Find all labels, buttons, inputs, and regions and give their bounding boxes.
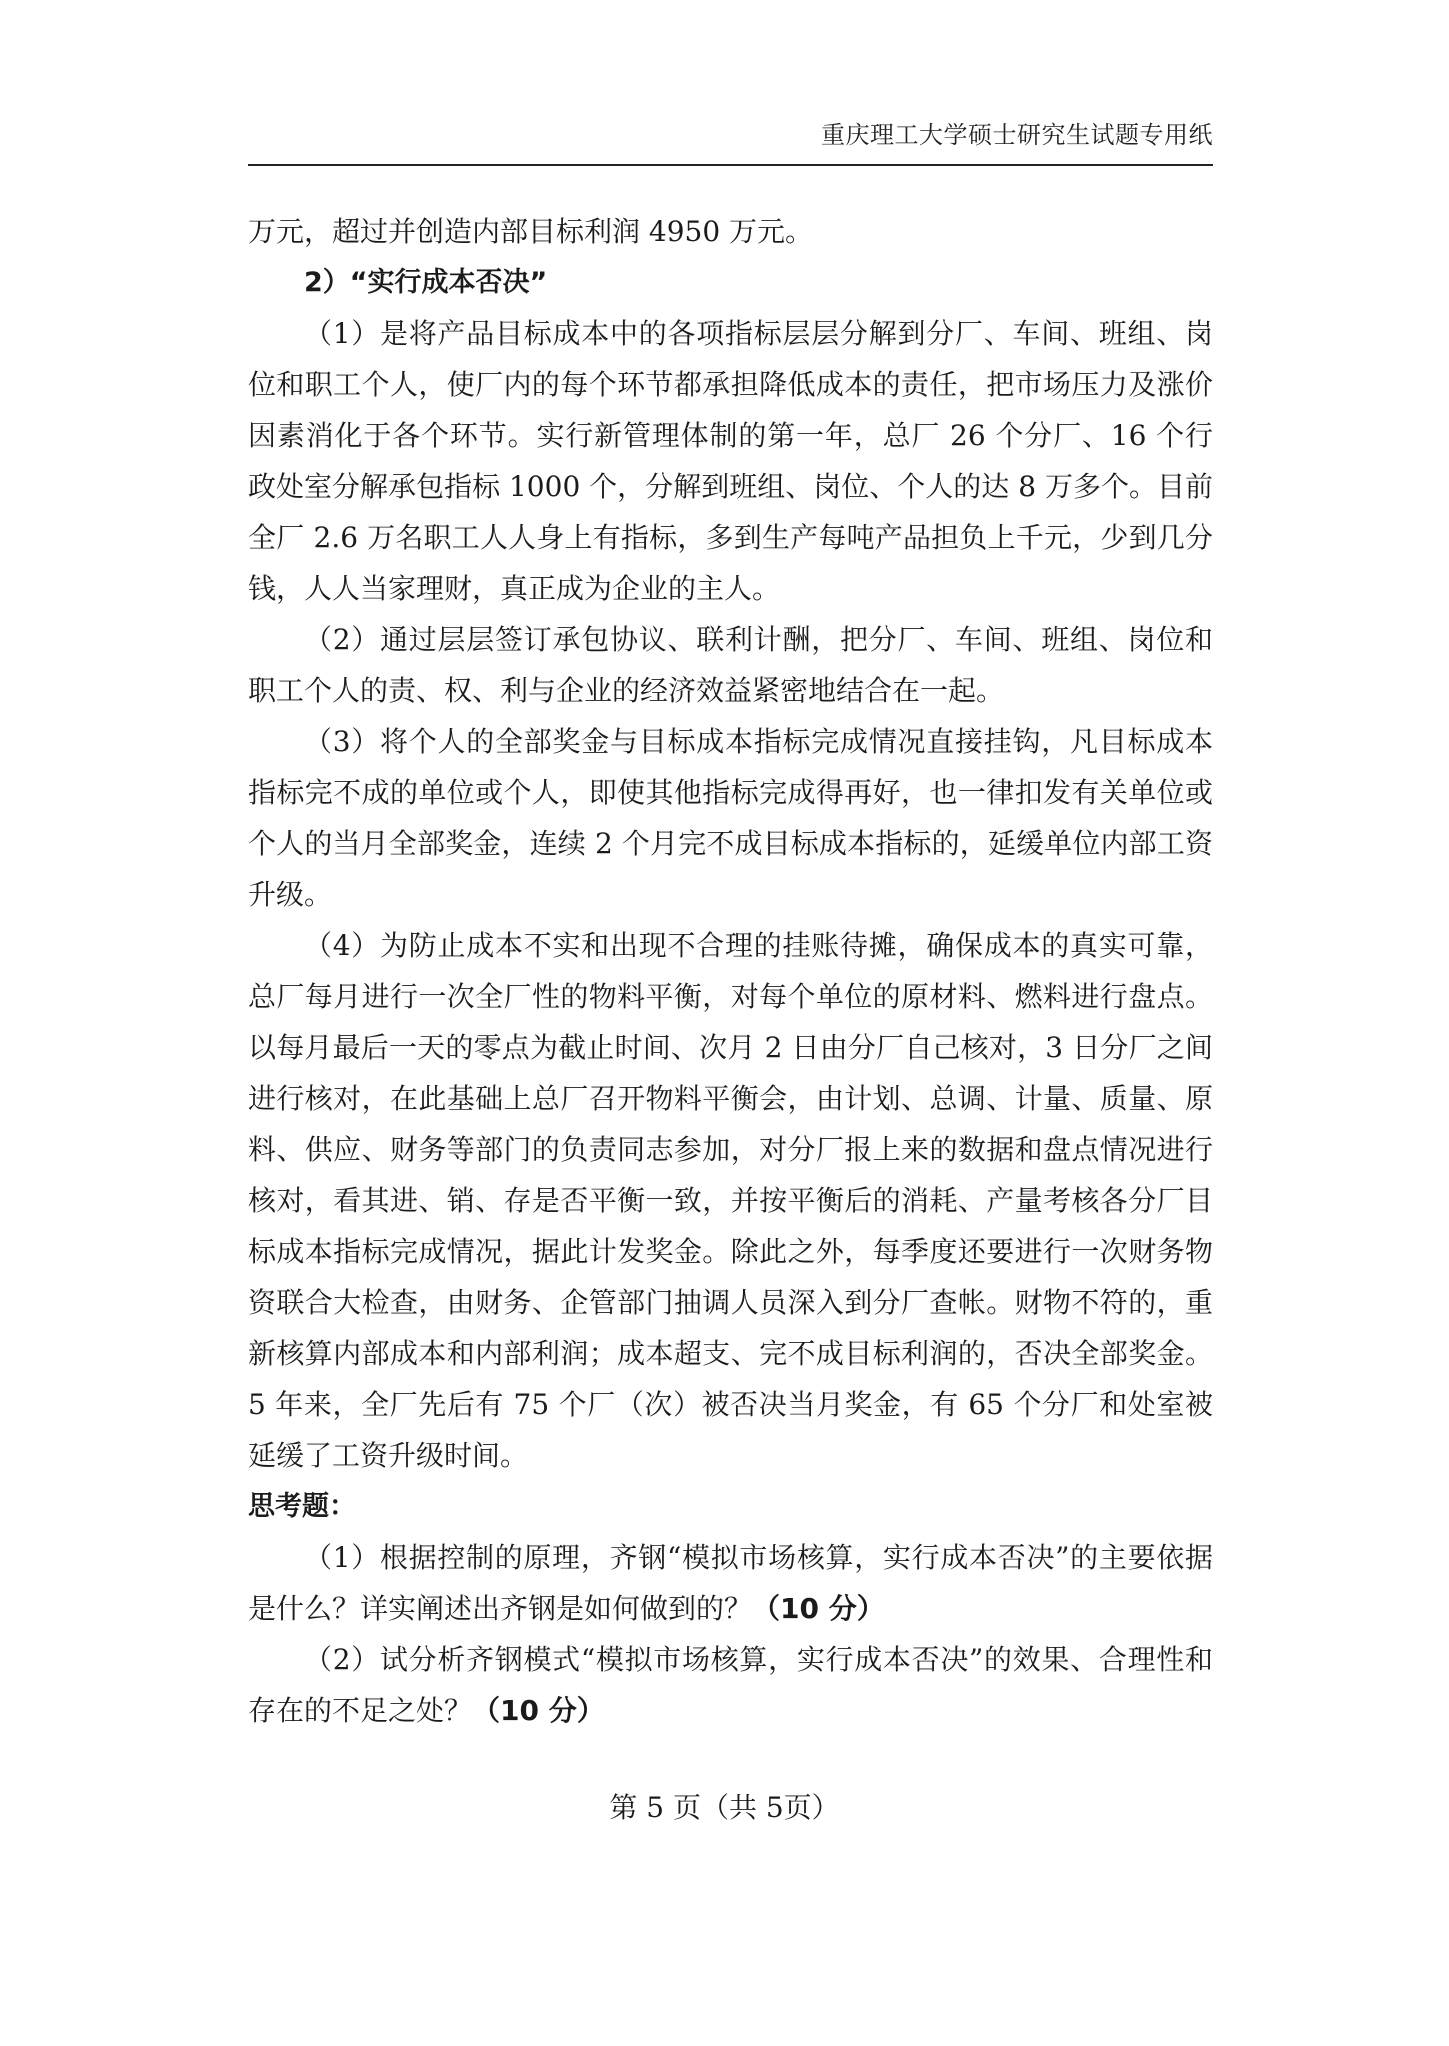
- question-1: [248, 1532, 1213, 1634]
- question-1-text: （1）根据控制的原理，齐钢“模拟市场核算，实行成本否决”的主要依据是什么？详实阐述出齐钢是如何做到的？: [248, 1541, 1213, 1625]
- header-title: 重庆理工大学硕士研究生试题专用纸: [821, 121, 1213, 149]
- page-header: [248, 118, 1213, 166]
- page-footer: [0, 1788, 1449, 1828]
- paragraph-2: （2）通过层层签订承包协议、联利计酬，把分厂、车间、班组、岗位和职工个人的责、权、利与企业的经济效益紧密地结合在一起。: [248, 623, 1213, 707]
- question-2-score: （10 分）: [472, 1694, 605, 1727]
- page-number: 第 5 页（共 5页）: [609, 1791, 840, 1824]
- question-1-score: （10 分）: [752, 1592, 885, 1625]
- intro-line: 万元，超过并创造内部目标利润 4950 万元。: [248, 215, 814, 248]
- question-2: [248, 1634, 1213, 1736]
- paragraph-1: （1）是将产品目标成本中的各项指标层层分解到分厂、车间、班组、岗位和职工个人，使厂内的每个环节都承担降低成本的责任，把市场压力及涨价因素消化于各个环节。实行新管理体制的第一年，总厂 26 个分厂、16 个行政处室分解承包指标 1000 个，分解到班组、岗位、个人的达 8 万多个。目前全厂 2.6 万名职工人人身上有指标，多到生产每吨产品担负上千元，少到几分钱，人人当家理财，真正成为企业的主人。: [248, 317, 1213, 605]
- paragraph-4: （4）为防止成本不实和出现不合理的挂账待摊，确保成本的真实可靠，总厂每月进行一次全厂性的物料平衡，对每个单位的原材料、燃料进行盘点。以每月最后一天的零点为截止时间、次月 2 日由分厂自己核对，3 日分厂之间进行核对，在此基础上总厂召开物料平衡会，由计划、总调、计量、质量、原料、供应、财务等部门的负责同志参加，对分厂报上来的数据和盘点情况进行核对，看其进、销、存是否平衡一致，并按平衡后的消耗、产量考核各分厂目标成本指标完成情况，据此计发奖金。除此之外，每季度还要进行一次财务物资联合大检查，由财务、企管部门抽调人员深入到分厂查帐。财物不符的，重新核算内部成本和内部利润；成本超支、完不成目标利润的，否决全部奖金。5 年来，全厂先后有 75 个厂（次）被否决当月奖金，有 65 个分厂和处室被延缓了工资升级时间。: [248, 929, 1213, 1472]
- section-subheading: 2）“实行成本否决”: [304, 267, 548, 298]
- document-content: [248, 206, 1213, 1736]
- question-2-text: （2）试分析齐钢模式“模拟市场核算，实行成本否决”的效果、合理性和存在的不足之处？: [248, 1643, 1213, 1727]
- paragraph-3: （3）将个人的全部奖金与目标成本指标完成情况直接挂钩，凡目标成本指标完不成的单位或个人，即使其他指标完成得再好，也一律扣发有关单位或个人的当月全部奖金，连续 2 个月完不成目标成本指标的，延缓单位内部工资升级。: [248, 725, 1213, 911]
- questions-title: 思考题：: [248, 1491, 356, 1522]
